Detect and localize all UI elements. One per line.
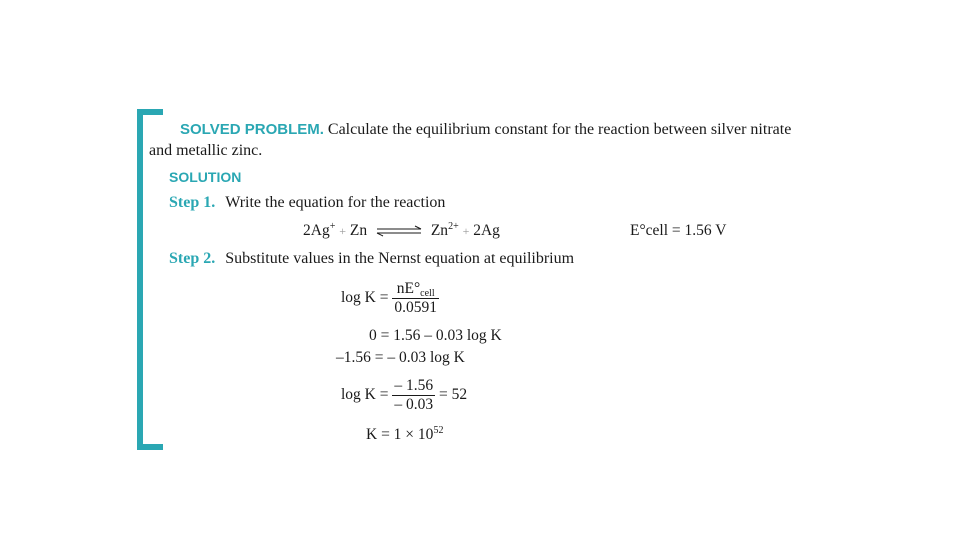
nernst-equation — [341, 280, 439, 317]
eq1-num-main: nE° — [396, 280, 421, 297]
reactant-ag-charge: + — [329, 221, 336, 232]
bracket-bottom-bar — [137, 444, 163, 450]
solved-problem-label: SOLVED PROBLEM. — [180, 121, 324, 138]
eq2-line: 0 = 1.56 – 0.03 log K — [369, 327, 502, 344]
equilibrium-arrow-icon — [375, 225, 423, 237]
reactant-zn: Zn — [349, 222, 368, 239]
eq5-main: K = 1 × 10 — [366, 426, 434, 443]
eq1-fraction — [392, 280, 439, 317]
problem-line-2 — [149, 141, 262, 161]
eq4-line — [341, 377, 467, 414]
product-zn: Zn — [430, 222, 449, 239]
problem-text-2: and metallic zinc. — [149, 142, 263, 159]
product-ag: 2Ag — [473, 222, 500, 239]
eq5-line — [366, 426, 443, 444]
solution-heading: SOLUTION — [169, 169, 242, 185]
step1-label: Step 1. — [169, 194, 216, 211]
eq1-lhs: log K = — [341, 289, 389, 307]
problem-text-1: Calculate the equilibrium constant for the reaction between silver nitrate — [327, 121, 792, 138]
eq4-rhs: = 52 — [439, 386, 468, 404]
eq4-fraction — [392, 377, 435, 414]
reaction-equation — [303, 222, 500, 240]
ecell-value: E°cell = 1.56 V — [630, 222, 727, 239]
step2-text: Substitute values in the Nernst equation at equilibrium — [225, 250, 575, 267]
eq1-num-sub: cell — [420, 288, 435, 299]
step1-text: Write the equation for the reaction — [225, 194, 446, 211]
bracket-left-bar — [137, 109, 143, 450]
plus-sign-2: + — [462, 224, 470, 238]
step1-line — [169, 193, 445, 213]
eq1-denominator: 0.0591 — [394, 299, 437, 316]
plus-sign-1: + — [339, 224, 346, 238]
reactant-ag: 2Ag — [303, 222, 330, 239]
eq5-exponent: 52 — [433, 425, 444, 436]
bracket-top-bar — [137, 109, 163, 115]
eq3-line: –1.56 = – 0.03 log K — [336, 349, 465, 366]
eq4-denominator: – 0.03 — [394, 396, 434, 413]
eq1-numerator — [392, 280, 439, 299]
step2-line — [169, 249, 574, 269]
eq4-numerator: – 1.56 — [394, 377, 434, 394]
product-zn-charge: 2+ — [448, 221, 459, 232]
eq4-lhs: log K = — [341, 386, 389, 404]
step2-label: Step 2. — [169, 250, 216, 267]
problem-line-1 — [180, 120, 791, 140]
